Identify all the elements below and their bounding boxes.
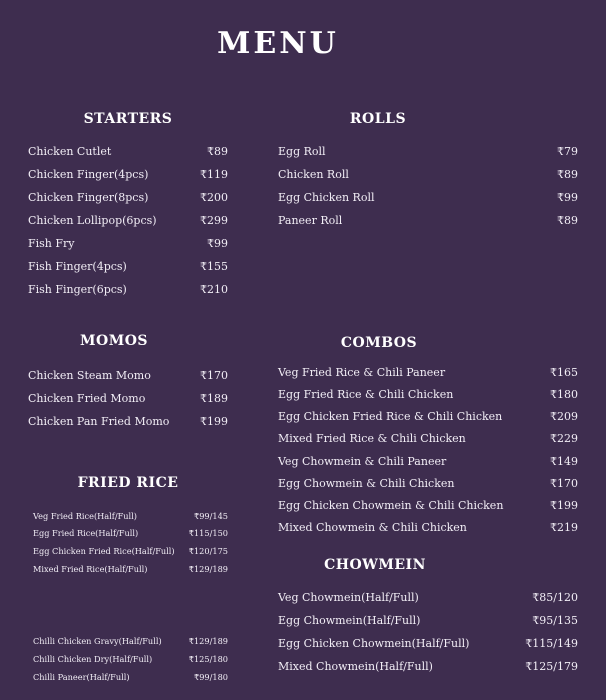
item-price: ₹125/179 bbox=[525, 660, 578, 673]
item-name: Veg Fried Rice(Half/Full) bbox=[33, 511, 137, 521]
menu-item bbox=[28, 168, 228, 181]
menu-item bbox=[28, 283, 228, 296]
item-price: ₹129/189 bbox=[188, 564, 228, 574]
menu-item bbox=[278, 477, 578, 490]
item-price: ₹115/149 bbox=[525, 637, 578, 650]
menu-item bbox=[278, 388, 578, 401]
item-price: ₹99 bbox=[557, 191, 578, 204]
item-name: Chilli Chicken Dry(Half/Full) bbox=[33, 654, 153, 664]
item-price: ₹199 bbox=[550, 499, 578, 512]
heading-momos: MOMOS bbox=[80, 333, 148, 349]
menu-item bbox=[28, 237, 228, 250]
heading-combos: COMBOS bbox=[340, 335, 418, 351]
item-name: Mixed Chowmein & Chili Chicken bbox=[278, 521, 467, 534]
item-name: Egg Chicken Roll bbox=[278, 191, 375, 204]
menu-item bbox=[278, 637, 578, 650]
item-price: ₹85/120 bbox=[532, 591, 578, 604]
menu-item bbox=[33, 654, 228, 664]
item-name: Egg Fried Rice & Chili Chicken bbox=[278, 388, 454, 401]
menu-item bbox=[28, 392, 228, 405]
menu-item bbox=[28, 214, 228, 227]
item-price: ₹155 bbox=[200, 260, 228, 273]
menu-title: MENU bbox=[217, 26, 339, 61]
item-name: Chicken Pan Fried Momo bbox=[28, 415, 170, 428]
item-name: Fish Finger(6pcs) bbox=[28, 283, 127, 296]
item-name: Chicken Cutlet bbox=[28, 145, 112, 158]
item-name: Veg Chowmein(Half/Full) bbox=[278, 591, 419, 604]
menu-item bbox=[278, 499, 578, 512]
item-price: ₹99 bbox=[207, 237, 228, 250]
menu-item bbox=[278, 366, 578, 379]
heading-starters: STARTERS bbox=[83, 111, 173, 127]
item-price: ₹165 bbox=[550, 366, 578, 379]
menu-item bbox=[278, 455, 578, 468]
heading-rolls: ROLLS bbox=[349, 111, 407, 127]
item-price: ₹119 bbox=[200, 168, 228, 181]
item-name: Egg Chicken Fried Rice & Chili Chicken bbox=[278, 410, 503, 423]
item-name: Chicken Finger(4pcs) bbox=[28, 168, 149, 181]
heading-chowmein: CHOWMEIN bbox=[324, 557, 426, 573]
menu-item bbox=[278, 145, 578, 158]
item-name: Chicken Steam Momo bbox=[28, 369, 151, 382]
item-price: ₹180 bbox=[550, 388, 578, 401]
menu-item bbox=[278, 432, 578, 445]
menu-item bbox=[278, 660, 578, 673]
item-price: ₹189 bbox=[200, 392, 228, 405]
item-name: Egg Chowmein(Half/Full) bbox=[278, 614, 421, 627]
menu-item bbox=[278, 191, 578, 204]
item-name: Mixed Fried Rice & Chili Chicken bbox=[278, 432, 466, 445]
menu-item bbox=[278, 410, 578, 423]
item-name: Chicken Roll bbox=[278, 168, 349, 181]
item-price: ₹89 bbox=[207, 145, 228, 158]
item-name: Egg Chowmein & Chili Chicken bbox=[278, 477, 455, 490]
menu-item bbox=[278, 214, 578, 227]
item-name: Fish Finger(4pcs) bbox=[28, 260, 127, 273]
item-price: ₹95/135 bbox=[532, 614, 578, 627]
item-name: Chicken Finger(8pcs) bbox=[28, 191, 149, 204]
menu-item bbox=[33, 564, 228, 574]
item-name: Chicken Lollipop(6pcs) bbox=[28, 214, 157, 227]
menu-item bbox=[278, 168, 578, 181]
item-name: Paneer Roll bbox=[278, 214, 343, 227]
menu-item bbox=[278, 591, 578, 604]
heading-fried-rice: FRIED RICE bbox=[77, 475, 179, 491]
item-price: ₹170 bbox=[200, 369, 228, 382]
menu-item bbox=[33, 528, 228, 538]
item-name: Chilli Chicken Gravy(Half/Full) bbox=[33, 636, 162, 646]
item-name: Egg Roll bbox=[278, 145, 326, 158]
menu-item bbox=[28, 145, 228, 158]
item-price: ₹299 bbox=[200, 214, 228, 227]
item-price: ₹210 bbox=[200, 283, 228, 296]
item-name: Veg Chowmein & Chili Paneer bbox=[278, 455, 447, 468]
item-price: ₹199 bbox=[200, 415, 228, 428]
item-price: ₹149 bbox=[550, 455, 578, 468]
item-name: Mixed Chowmein(Half/Full) bbox=[278, 660, 433, 673]
item-price: ₹79 bbox=[557, 145, 578, 158]
item-price: ₹115/150 bbox=[188, 528, 228, 538]
menu-item bbox=[28, 369, 228, 382]
item-price: ₹200 bbox=[200, 191, 228, 204]
item-price: ₹99/145 bbox=[193, 511, 228, 521]
item-price: ₹209 bbox=[550, 410, 578, 423]
menu-item bbox=[33, 511, 228, 521]
item-name: Egg Chicken Chowmein(Half/Full) bbox=[278, 637, 470, 650]
item-price: ₹89 bbox=[557, 168, 578, 181]
item-name: Egg Fried Rice(Half/Full) bbox=[33, 528, 139, 538]
item-name: Veg Fried Rice & Chili Paneer bbox=[278, 366, 446, 379]
item-name: Egg Chicken Fried Rice(Half/Full) bbox=[33, 546, 175, 556]
menu-item bbox=[33, 546, 228, 556]
item-price: ₹120/175 bbox=[188, 546, 228, 556]
menu-item bbox=[33, 672, 228, 682]
item-name: Chicken Fried Momo bbox=[28, 392, 146, 405]
item-name: Fish Fry bbox=[28, 237, 75, 250]
menu-item bbox=[28, 415, 228, 428]
item-price: ₹89 bbox=[557, 214, 578, 227]
item-price: ₹125/180 bbox=[188, 654, 228, 664]
item-price: ₹99/180 bbox=[193, 672, 228, 682]
item-price: ₹129/189 bbox=[188, 636, 228, 646]
menu-item bbox=[278, 614, 578, 627]
item-price: ₹170 bbox=[550, 477, 578, 490]
item-name: Egg Chicken Chowmein & Chili Chicken bbox=[278, 499, 504, 512]
item-name: Chilli Paneer(Half/Full) bbox=[33, 672, 130, 682]
item-price: ₹219 bbox=[550, 521, 578, 534]
item-price: ₹229 bbox=[550, 432, 578, 445]
menu-item bbox=[33, 636, 228, 646]
menu-item bbox=[28, 260, 228, 273]
menu-item bbox=[28, 191, 228, 204]
item-name: Mixed Fried Rice(Half/Full) bbox=[33, 564, 148, 574]
menu-item bbox=[278, 521, 578, 534]
